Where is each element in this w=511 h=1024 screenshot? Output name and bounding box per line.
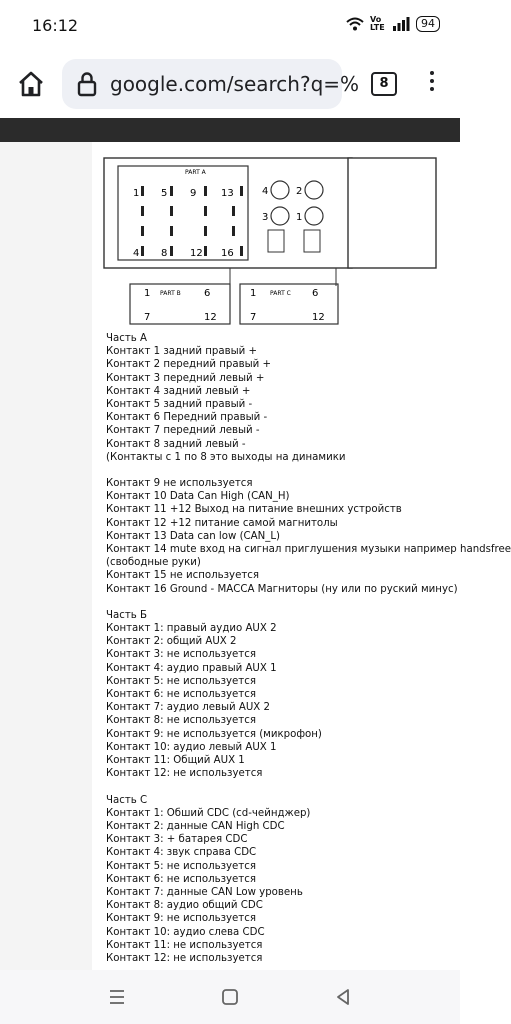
system-nav-bar <box>0 970 460 1024</box>
list-item: Контакт 4 задний левый + <box>106 385 251 397</box>
list-item: Контакт 8: аудио общий CDC <box>106 900 263 912</box>
list-item: Контакт 1: Обший CDC (cd-чейнджер) <box>106 807 311 819</box>
pin-label: 9 <box>190 188 197 199</box>
status-icons <box>346 16 440 32</box>
list-item: Контакт 13 Data can low (CAN_L) <box>106 530 280 542</box>
list-item: Контакт 11: не используется <box>106 939 263 951</box>
pin-label: 1 <box>144 288 151 299</box>
list-item: Контакт 1 задний правый + <box>106 346 258 358</box>
document-image <box>92 142 511 970</box>
pin-label: 7 <box>250 312 257 323</box>
part-b-title: Часть Б <box>106 609 147 621</box>
part-a-title: Часть А <box>106 333 147 344</box>
list-item: Контакт 10: аудио левый AUX 1 <box>106 741 277 753</box>
list-item: Контакт 4: звук справа CDC <box>106 847 257 859</box>
document-text <box>106 332 511 965</box>
list-item: Контакт 7: аудио левый AUX 2 <box>106 702 270 714</box>
pin-label: 7 <box>144 312 151 323</box>
list-item: Контакт 2: данные CAN High CDC <box>106 820 285 832</box>
pin-label: 5 <box>161 188 168 199</box>
list-item: Контакт 6: не используется <box>106 689 256 701</box>
list-item: Контакт 12: не используется <box>106 952 263 964</box>
list-item: Контакт 10 Data Can High (CAN_H) <box>106 491 290 503</box>
part-a-label: PART A <box>185 169 206 176</box>
list-item: Контакт 12: не используется <box>106 768 263 780</box>
wifi-icon <box>346 17 364 31</box>
list-item: Контакт 15 не используется <box>106 570 260 582</box>
list-item: Контакт 1: правый аудио AUX 2 <box>106 623 277 635</box>
list-item: Контакт 6 Передний правый - <box>106 412 268 424</box>
overflow-menu-icon[interactable] <box>428 68 436 98</box>
home-nav-icon[interactable] <box>217 984 243 1010</box>
list-item: Контакт 5 задний правый - <box>106 399 253 411</box>
part-c-label: PART C <box>270 290 291 297</box>
part-b-label: PART B <box>160 290 181 297</box>
list-item: Контакт 3 передний левый + <box>106 372 265 384</box>
part-c-title: Часть С <box>106 794 148 806</box>
list-item: Контакт 16 Ground - МАССА Магниторы (ну или по руский минус) <box>106 583 458 595</box>
list-item: Контакт 7 передний левый - <box>106 425 260 437</box>
tab-switcher-button[interactable]: 8 <box>371 72 397 96</box>
signal-icon <box>392 17 410 31</box>
list-item: Контакт 8: не используется <box>106 715 256 727</box>
list-item: Контакт 6: не используется <box>106 873 256 885</box>
browser-toolbar <box>0 52 460 118</box>
pin-label: 16 <box>221 248 234 259</box>
list-item: Контакт 7: данные CAN Low уровень <box>106 886 303 898</box>
list-item: Контакт 11: Общий AUX 1 <box>106 755 245 767</box>
volte-label: Vo LTE <box>370 15 385 32</box>
pin-label: 2 <box>296 186 303 197</box>
list-item: Контакт 9 не используется <box>106 478 253 490</box>
back-icon[interactable] <box>330 984 356 1010</box>
left-gutter <box>0 142 92 970</box>
address-bar[interactable] <box>62 59 360 109</box>
list-item: Контакт 2 передний правый + <box>106 359 272 371</box>
pin-label: 1 <box>296 212 303 223</box>
list-item: Контакт 3: не используется <box>106 649 256 661</box>
list-item: Контакт 9: не используется (микрофон) <box>106 728 322 740</box>
list-item: Контакт 5: не используется <box>106 860 256 872</box>
list-item: Контакт 2: общий AUX 2 <box>106 636 237 648</box>
list-item: (Контакты с 1 по 8 это выходы на динамики <box>106 451 346 463</box>
pin-label: 12 <box>190 248 203 259</box>
pin-label: 12 <box>204 312 217 323</box>
pin-label: 1 <box>250 288 257 299</box>
pin-label: 6 <box>312 288 319 299</box>
list-item: Контакт 8 задний левый - <box>106 438 246 450</box>
url-text[interactable]: google.com/search?q=% <box>110 72 360 96</box>
list-item: Контакт 9: не используется <box>106 913 256 925</box>
pin-label: 6 <box>204 288 211 299</box>
list-item: Контакт 4: аудио правый AUX 1 <box>106 662 277 674</box>
list-item: Контакт 10: аудио слева CDC <box>106 926 265 938</box>
list-item: Контакт 11 +12 Выход на питание внешних устройств <box>106 504 402 516</box>
home-icon[interactable] <box>16 69 46 99</box>
battery-indicator: 94 <box>416 16 440 32</box>
pin-label: 8 <box>161 248 168 259</box>
lock-icon[interactable] <box>76 71 98 97</box>
list-item: Контакт 5: не используется <box>106 675 256 687</box>
pin-label: 3 <box>262 212 269 223</box>
status-bar <box>0 0 460 52</box>
list-item: Контакт 3: + батарея CDC <box>106 834 248 846</box>
status-time: 16:12 <box>32 16 79 35</box>
recent-apps-icon[interactable] <box>104 984 130 1010</box>
pin-label: 12 <box>312 312 325 323</box>
list-item: (свободные руки) <box>106 557 201 569</box>
pin-label: 4 <box>262 186 269 197</box>
connector-diagram <box>100 154 440 334</box>
list-item: Контакт 12 +12 питание самой магнитолы <box>106 517 338 529</box>
pin-label: 4 <box>133 248 140 259</box>
pin-label: 13 <box>221 188 234 199</box>
pin-label: 1 <box>133 188 140 199</box>
page-header-strip <box>0 118 460 142</box>
list-item: Контакт 14 mute вход на сигнал приглушения музыки например handsfree <box>106 544 511 556</box>
